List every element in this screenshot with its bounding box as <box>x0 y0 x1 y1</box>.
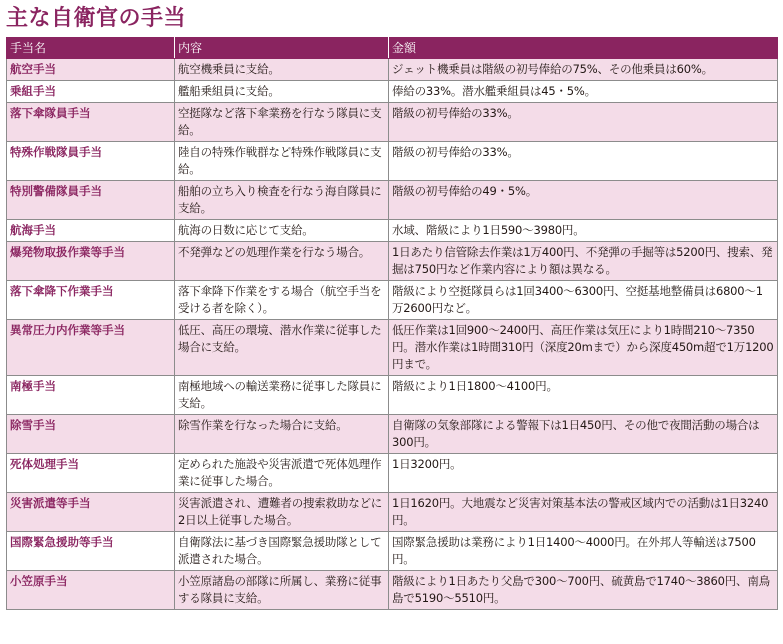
column-header-amount: 金額 <box>389 38 778 59</box>
table-row <box>7 320 778 376</box>
table-header-row <box>7 38 778 59</box>
table-row <box>7 59 778 81</box>
table-row <box>7 242 778 281</box>
table-row <box>7 103 778 142</box>
allowance-amount: 階級により1日1800〜4100円。 <box>389 376 778 415</box>
allowance-name: 落下傘降下作業手当 <box>7 281 175 320</box>
column-header-description: 内容 <box>175 38 389 59</box>
allowance-name: 爆発物取扱作業等手当 <box>7 242 175 281</box>
allowance-amount: 国際緊急援助は業務により1日1400〜4000円。在外邦人等輸送は7500円。 <box>389 532 778 571</box>
allowance-amount: 水域、階級により1日590〜3980円。 <box>389 220 778 242</box>
allowance-amount: 1日あたり信管除去作業は1万400円、不発弾の手掘等は5200円、捜索、発掘は750円など作業内容により額は異なる。 <box>389 242 778 281</box>
table-row <box>7 415 778 454</box>
allowance-description: 自衛隊法に基づき国際緊急援助隊として派遣された場合。 <box>175 532 389 571</box>
allowance-description: 落下傘降下作業をする場合（航空手当を受ける者を除く）。 <box>175 281 389 320</box>
page-title: 主な自衛官の手当 <box>6 6 187 31</box>
allowance-description: 定められた施設や災害派遣で死体処理作業に従事した場合。 <box>175 454 389 493</box>
allowance-amount: 階級の初号俸給の49・5%。 <box>389 181 778 220</box>
allowance-amount: 低圧作業は1回900〜2400円、高圧作業は気圧により1時間210〜7350円。潜水作業は1時間310円（深度20mまで）から深度450m超で1万1200円まで。 <box>389 320 778 376</box>
allowance-amount: 俸給の33%。潜水艦乗組員は45・5%。 <box>389 81 778 103</box>
allowance-name: 落下傘隊員手当 <box>7 103 175 142</box>
column-header-name: 手当名 <box>7 38 175 59</box>
allowance-amount: 自衛隊の気象部隊による警報下は1日450円、その他で夜間活動の場合は300円。 <box>389 415 778 454</box>
table-row <box>7 571 778 610</box>
allowance-description: 低圧、高圧の環境、潜水作業に従事した場合に支給。 <box>175 320 389 376</box>
table-row <box>7 142 778 181</box>
allowance-name: 小笠原手当 <box>7 571 175 610</box>
allowance-description: 小笠原諸島の部隊に所属し、業務に従事する隊員に支給。 <box>175 571 389 610</box>
table-row <box>7 532 778 571</box>
allowance-name: 乗組手当 <box>7 81 175 103</box>
table-row <box>7 376 778 415</box>
allowance-description: 南極地域への輸送業務に従事した隊員に支給。 <box>175 376 389 415</box>
allowance-description: 除雪作業を行なった場合に支給。 <box>175 415 389 454</box>
allowance-table <box>6 37 778 610</box>
table-row <box>7 181 778 220</box>
allowance-amount: 階級の初号俸給の33%。 <box>389 142 778 181</box>
allowance-name: 航海手当 <box>7 220 175 242</box>
allowance-name: 航空手当 <box>7 59 175 81</box>
table-row <box>7 493 778 532</box>
allowance-name: 国際緊急援助等手当 <box>7 532 175 571</box>
allowance-description: 空挺隊など落下傘業務を行なう隊員に支給。 <box>175 103 389 142</box>
allowance-amount: 階級の初号俸給の33%。 <box>389 103 778 142</box>
allowance-description: 陸自の特殊作戦群など特殊作戦隊員に支給。 <box>175 142 389 181</box>
allowance-amount: 階級により1日あたり父島で300〜700円、硫黄島で1740〜3860円、南鳥島で5190〜5510円。 <box>389 571 778 610</box>
allowance-name: 除雪手当 <box>7 415 175 454</box>
allowance-description: 艦船乗組員に支給。 <box>175 81 389 103</box>
allowance-amount: 1日1620円。大地震など災害対策基本法の警戒区域内での活動は1日3240円。 <box>389 493 778 532</box>
allowance-amount: ジェット機乗員は階級の初号俸給の75%、その他乗員は60%。 <box>389 59 778 81</box>
allowance-name: 南極手当 <box>7 376 175 415</box>
table-row <box>7 220 778 242</box>
allowance-name: 特殊作戦隊員手当 <box>7 142 175 181</box>
allowance-description: 航海の日数に応じて支給。 <box>175 220 389 242</box>
allowance-name: 災害派遣等手当 <box>7 493 175 532</box>
allowance-name: 特別警備隊員手当 <box>7 181 175 220</box>
allowance-description: 航空機乗員に支給。 <box>175 59 389 81</box>
allowance-description: 災害派遣され、遭難者の捜索救助などに2日以上従事した場合。 <box>175 493 389 532</box>
table-row <box>7 454 778 493</box>
table-row <box>7 81 778 103</box>
table-row <box>7 281 778 320</box>
allowance-name: 死体処理手当 <box>7 454 175 493</box>
allowance-name: 異常圧力内作業等手当 <box>7 320 175 376</box>
allowance-description: 不発弾などの処理作業を行なう場合。 <box>175 242 389 281</box>
allowance-amount: 階級により空挺隊員らは1回3400〜6300円、空挺基地整備員は6800〜1万2600円など。 <box>389 281 778 320</box>
allowance-amount: 1日3200円。 <box>389 454 778 493</box>
allowance-description: 船舶の立ち入り検査を行なう海自隊員に支給。 <box>175 181 389 220</box>
table-body <box>7 59 778 610</box>
